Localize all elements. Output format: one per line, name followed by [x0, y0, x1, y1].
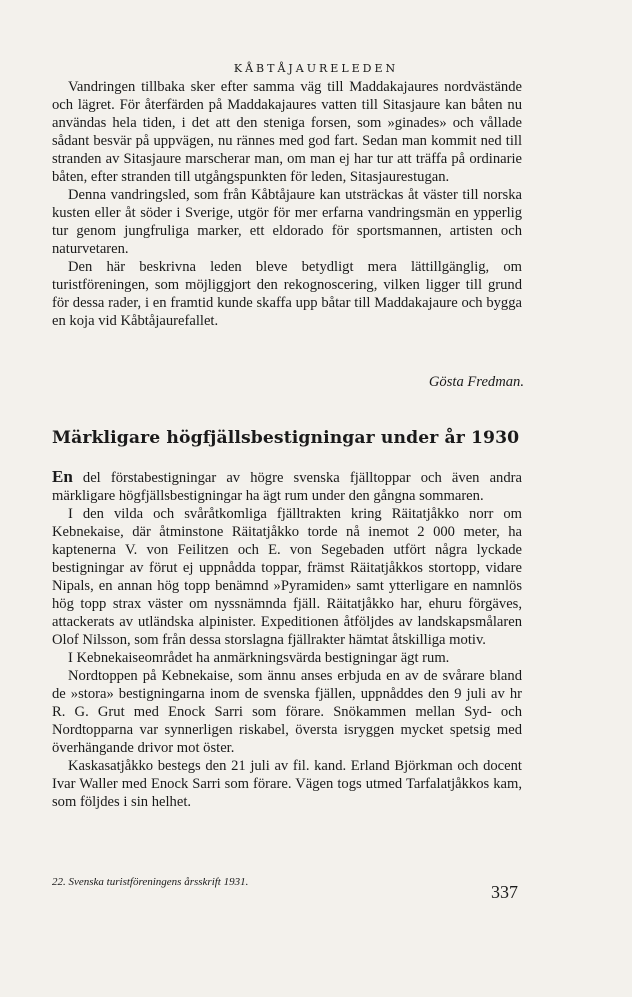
dropcap: En [52, 467, 73, 486]
paragraph: I Kebnekaiseområdet ha anmärkningsvärda bestigningar ägt rum. [68, 650, 450, 666]
footer-note: 22. Svenska turistföreningens årsskrift 1931. [52, 876, 249, 888]
author-signature: Gösta Fredman. [428, 374, 524, 390]
section-heading: Märkligare högfjällsbestigningar under år 1930 [52, 428, 520, 448]
paragraph: Nordtoppen på Kebnekaise, som ännu anses erbjuda en av de svårare bland de »stora» bestigningarna inom de svenska fjällen, uppnåddes den 9 juli av hr R. G. Grut med Enock Sarri som förare. Snökammen mellan Syd- och Nordtopparna var synnerligen riskabel, översta isryggen mycket spetsig med överhängande drivor mot öster. [52, 668, 522, 756]
section-1-text [52, 78, 522, 330]
paragraph: Denna vandringsled, som från Kåbtåjaure kan utsträckas åt väster till norska kusten eller åt söder i Sverige, utgör för mer erfarna vandringsmän en ypperlig tur genom jungfruliga marker, ett eldorado för sportsmannen, artisten och naturvetaren. [52, 187, 522, 257]
paragraph: I den vilda och svåråtkomliga fjälltrakten kring Räitatjåkko norr om Kebnekaise, där åtminstone Räitatjåkko torde nå inemot 2 000 meter, ha kaptenerna V. von Feilitzen och E. von Segebaden utfört några lyckade bestigningar av förut ej uppnådda toppar, främst Räitatjåkkos stortopp, vidare Nipals, en annan hög topp benämnd »Pyramiden» samt ytterligare en namnlös hög topp strax väster om nyssnämnda fjäll. Räitatjåkko har, ehuru förgäves, attackerats av utländska alpinister. Expeditionen åtföljdes av landskapsmålaren Olof Nilsson, som från dessa storslagna fjällrakter hämtat åtskilliga motiv. [52, 506, 522, 648]
section-2-text [52, 468, 522, 811]
paragraph: Den här beskrivna leden bleve betydligt mera lättillgänglig, om turistföreningen, som möjliggjort den rekognoscering, vilken ligger till grund för dessa rader, i en framtid kunde skaffa upp båtar till Maddakajaure och bygga en koja vid Kåbtåjaurefallet. [52, 259, 522, 329]
running-head: KÅBTÅJAURELEDEN [233, 62, 399, 75]
paragraph-text: del förstabestigningar av högre svenska fjälltoppar och även andra märkligare högfjällsbestigningar ha ägt rum under den gångna sommaren. [52, 470, 522, 504]
paragraph: Vandringen tillbaka sker efter samma väg till Maddakajaures nordvästände och lägret. För återfärden på Maddakajaures vatten till Sitasjaure kan båten nu användas hela tiden, i det att den steniga forsen, som »ginades» och vållade sådant besvär på uppvägen, nu rännes med god fart. Sedan man kommit ned till stranden av Sitasjaure marscherar man, om man ej har tur att träffa på ordinarie båten, efter stranden till utgångspunkten för leden, Sitasjaurestugan. [52, 79, 522, 185]
paragraph [52, 468, 522, 505]
page-number: 337 [491, 882, 518, 902]
paragraph: Kaskasatjåkko bestegs den 21 juli av fil. kand. Erland Björkman och docent Ivar Waller med Enock Sarri som förare. Vägen togs utmed Tarfalatjåkkos kam, som följdes i sin helhet. [52, 758, 522, 810]
